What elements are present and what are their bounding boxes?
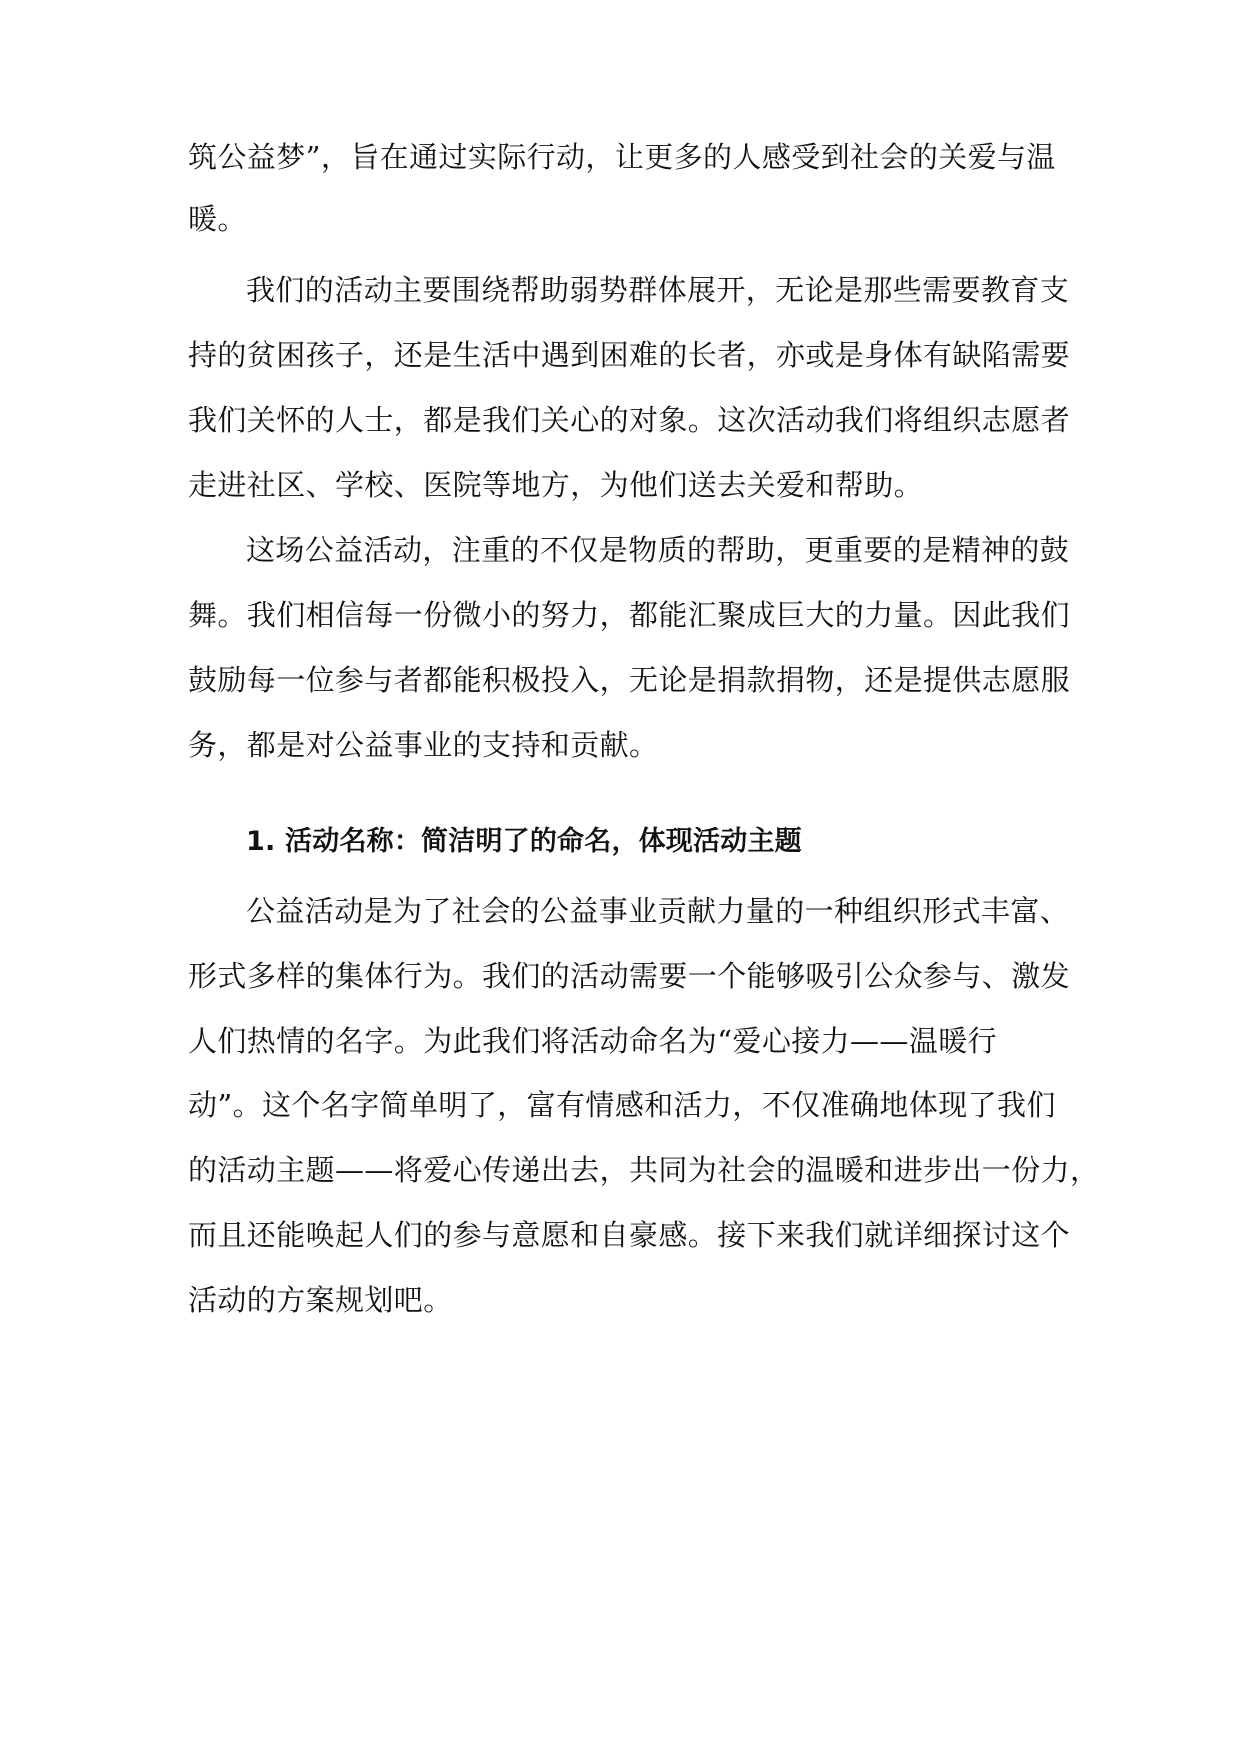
paragraph-line: 动”。这个名字简单明了，富有情感和活力，不仅准确地体现了我们	[188, 1088, 1056, 1122]
paragraph-line: 形式多样的集体行为。我们的活动需要一个能够吸引公众参与、激发	[188, 959, 1071, 993]
paragraph-line: 筑公益梦”，旨在通过实际行动，让更多的人感受到社会的关爱与温	[188, 140, 1056, 174]
paragraph-line: 鼓励每一位参与者都能积极投入，无论是捐款捐物，还是提供志愿服	[188, 663, 1071, 697]
paragraph-line: 暖。	[188, 202, 247, 236]
section-heading: 1. 活动名称：简洁明了的命名，体现活动主题	[246, 826, 802, 857]
paragraph-line: 公益活动是为了社会的公益事业贡献力量的一种组织形式丰富、	[246, 894, 1070, 928]
paragraph-line: 舞。我们相信每一份微小的努力，都能汇聚成巨大的力量。因此我们	[188, 598, 1071, 632]
paragraph-line: 这场公益活动，注重的不仅是物质的帮助，更重要的是精神的鼓	[246, 533, 1070, 567]
paragraph-line: 的活动主题——将爱心传递出去，共同为社会的温暖和进步出一份力，	[188, 1153, 1100, 1187]
paragraph-line: 我们关怀的人士，都是我们关心的对象。这次活动我们将组织志愿者	[188, 403, 1071, 437]
paragraph-line: 走进社区、学校、医院等地方，为他们送去关爱和帮助。	[188, 468, 924, 502]
paragraph-line: 活动的方案规划吧。	[188, 1283, 453, 1317]
paragraph-line: 持的贫困孩子，还是生活中遇到困难的长者，亦或是身体有缺陷需要	[188, 338, 1071, 372]
paragraph-line: 人们热情的名字。为此我们将活动命名为“爱心接力——温暖行	[188, 1024, 998, 1058]
paragraph-line: 我们的活动主要围绕帮助弱势群体展开，无论是那些需要教育支	[246, 273, 1070, 307]
paragraph-line: 务，都是对公益事业的支持和贡献。	[188, 728, 659, 762]
paragraph-line: 而且还能唤起人们的参与意愿和自豪感。接下来我们就详细探讨这个	[188, 1218, 1071, 1252]
